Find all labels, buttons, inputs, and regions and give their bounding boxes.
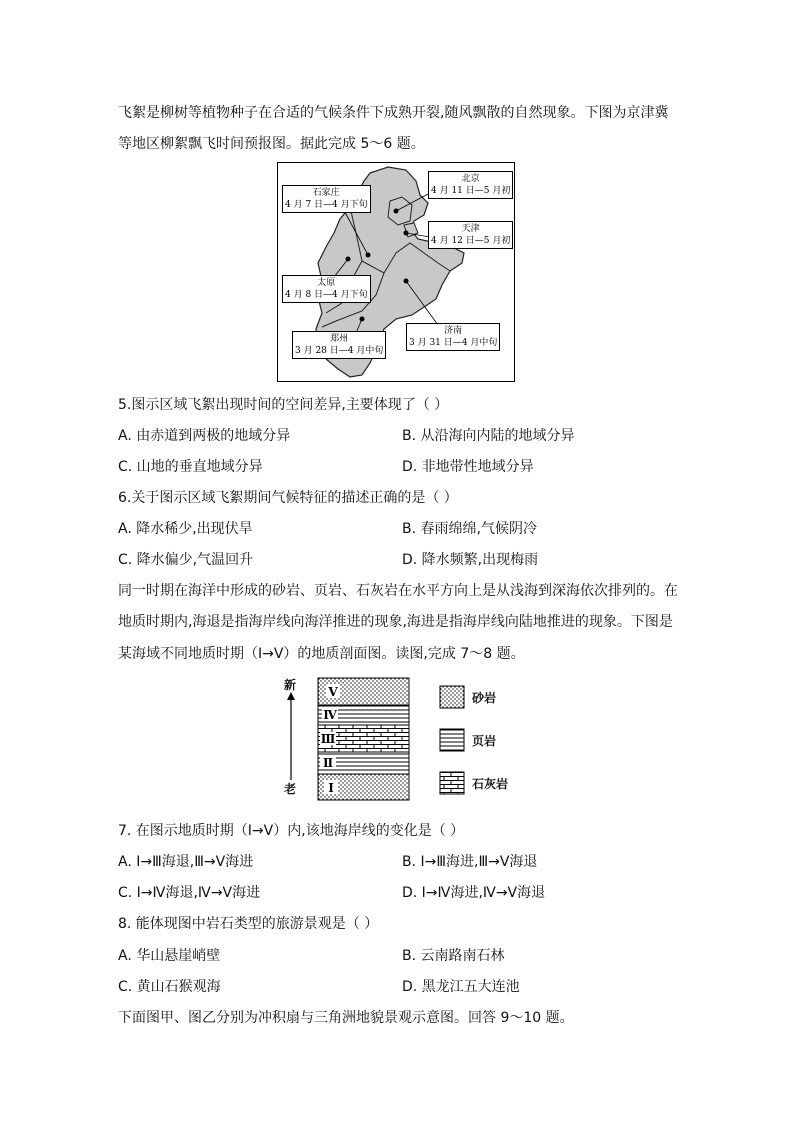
willow-catkin-forecast-map: [277, 162, 515, 382]
legend-shale: 页岩: [472, 734, 497, 748]
q8-option-a[interactable]: A. 华山悬崖峭壁: [118, 948, 221, 964]
map-label-zhengzhou: 郑州 3 月 28 日—4 月中旬: [292, 331, 386, 359]
question-7-stem: 7. 在图示地质时期（Ⅰ→Ⅴ）内,该地海岸线的变化是（ ）: [118, 823, 465, 839]
q7-option-c[interactable]: C. Ⅰ→Ⅳ海退,Ⅳ→Ⅴ海进: [118, 885, 261, 901]
q8-option-b[interactable]: B. 云南路南石林: [402, 948, 505, 964]
layer-label: Ⅲ: [320, 732, 336, 746]
intro-text-line: 地质时期内,海退是指海岸线向海洋推进的现象,海进是指海岸线向陆地推进的现象。下图是: [118, 614, 673, 630]
question-8-stem: 8. 能体现图中岩石类型的旅游景观是（ ）: [118, 916, 379, 932]
newer-label: 新: [284, 678, 297, 692]
q5-option-b[interactable]: B. 从沿海向内陆的地域分异: [402, 428, 575, 444]
layer-label: Ⅳ: [323, 708, 337, 722]
map-label-jinan: 济南 3 月 31 日—4 月中旬: [406, 323, 500, 351]
map-label-beijing: 北京 4 月 11 日—5 月初: [428, 171, 513, 199]
map-label-tianjin: 天津 4 月 12 日—5 月初: [428, 221, 513, 249]
q5-option-c[interactable]: C. 山地的垂直地域分异: [118, 459, 263, 475]
q6-option-d[interactable]: D. 降水频繁,出现梅雨: [402, 552, 539, 568]
q7-option-d[interactable]: D. Ⅰ→Ⅳ海进,Ⅳ→Ⅴ海退: [402, 885, 546, 901]
q6-option-c[interactable]: C. 降水偏少,气温回升: [118, 552, 254, 568]
map-label-taiyuan: 太原 4 月 8 日—4 月下旬: [282, 275, 371, 303]
map-label-shijiazhuang: 石家庄 4 月 7 日—4 月下旬: [282, 185, 371, 213]
intro-text-line: 某海域不同地质时期（Ⅰ→Ⅴ）的地质剖面图。读图,完成 7～8 题。: [118, 646, 525, 662]
legend-limestone: 石灰岩: [472, 777, 509, 791]
intro-text-line: 下面图甲、图乙分别为冲积扇与三角洲地貌景观示意图。回答 9～10 题。: [118, 1010, 574, 1026]
q6-option-b[interactable]: B. 春雨绵绵,气候阴冷: [402, 521, 537, 537]
q8-option-d[interactable]: D. 黑龙江五大连池: [402, 979, 520, 995]
geologic-section-figure: [280, 676, 530, 802]
q8-option-c[interactable]: C. 黄山石猴观海: [118, 979, 221, 995]
q5-option-a[interactable]: A. 由赤道到两极的地域分异: [118, 428, 291, 444]
question-6-stem: 6.关于图示区域飞絮期间气候特征的描述正确的是（ ）: [118, 490, 458, 506]
q7-option-a[interactable]: A. Ⅰ→Ⅲ海退,Ⅲ→Ⅴ海进: [118, 854, 254, 870]
legend-sandstone: 砂岩: [472, 691, 497, 705]
intro-text-line: 飞絮是柳树等植物种子在合适的气候条件下成熟开裂,随风飘散的自然现象。下图为京津冀: [118, 105, 669, 121]
intro-text-line: 等地区柳絮飘飞时间预报图。据此完成 5～6 题。: [118, 136, 425, 152]
layer-label: Ⅴ: [328, 685, 338, 699]
layer-label: Ⅱ: [322, 756, 334, 770]
intro-text-line: 同一时期在海洋中形成的砂岩、页岩、石灰岩在水平方向上是从浅海到深海依次排列的。在: [118, 583, 678, 599]
question-5-stem: 5.图示区域飞絮出现时间的空间差异,主要体现了（ ）: [118, 397, 449, 413]
layer-label: Ⅰ: [328, 781, 334, 795]
q5-option-d[interactable]: D. 非地带性地域分异: [402, 459, 534, 475]
q7-option-b[interactable]: B. Ⅰ→Ⅲ海进,Ⅲ→Ⅴ海退: [402, 854, 538, 870]
q6-option-a[interactable]: A. 降水稀少,出现伏旱: [118, 521, 253, 537]
older-label: 老: [284, 782, 297, 796]
